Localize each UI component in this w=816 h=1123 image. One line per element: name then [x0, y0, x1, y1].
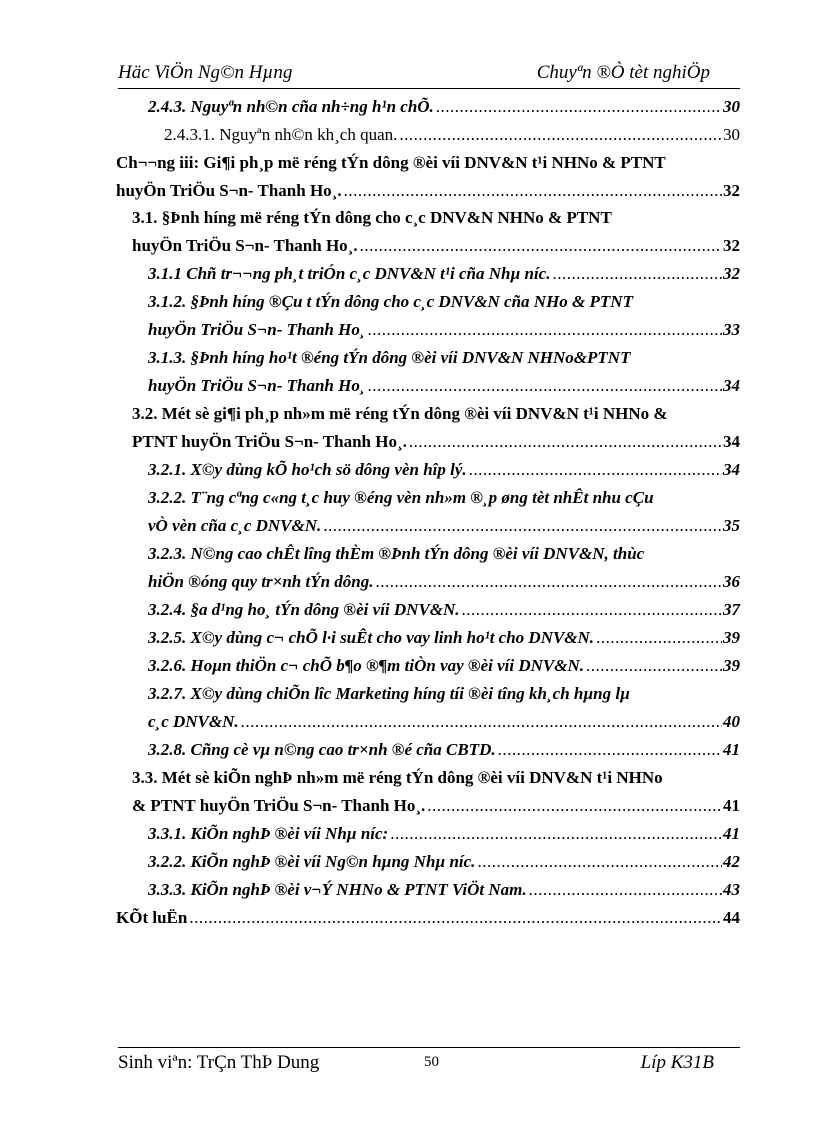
page-header [118, 60, 740, 89]
toc-entry[interactable]: 3.1.1 Chñ tr¬¬ng ph¸t triÓn c¸c DNV&N t¹i cña Nhµ níc. ..... 32 [148, 263, 740, 285]
toc-entry[interactable]: 3.2.3. N©ng cao chÊt lîng thÈm ®Þnh tÝn dông ®èi víi DNV&N, thùc [148, 544, 645, 563]
toc-entry[interactable]: 3.3.1. KiÕn nghÞ ®èi víi Nhµ níc: ..... 41 [148, 823, 740, 845]
toc-entry[interactable]: huyÖn TriÖu S¬n- Thanh Ho¸ ..... 33 [148, 319, 740, 341]
toc-entry[interactable]: huyÖn TriÖu S¬n- Thanh Ho¸. ..... 32 [116, 180, 740, 202]
toc-entry[interactable]: PTNT huyÖn TriÖu S¬n- Thanh Ho¸. ..... 34 [132, 431, 740, 453]
header-thesis-title: Chuyªn ®Ò tèt nghiÖp [536, 62, 710, 83]
page-footer [118, 1047, 740, 1078]
toc-entry[interactable]: 3.1.2. §Þnh híng ®Çu t tÝn dông cho c¸c DNV&N cña NHo & PTNT [148, 292, 633, 311]
toc-entry[interactable]: 3.3. Mét sè kiÕn nghÞ nh»m më réng tÝn dông ®èi víi DNV&N t¹i NHNo [132, 768, 663, 787]
toc-entry[interactable]: 3.2.8. Cñng cè vµ n©ng cao tr×nh ®é cña CBTD. ..... 41 [148, 739, 740, 761]
footer-student-name: Sinh viªn: TrÇn ThÞ Dung [118, 1052, 320, 1073]
toc-entry[interactable]: huyÖn TriÖu S¬n- Thanh Ho¸ ..... 34 [148, 375, 740, 397]
toc-entry[interactable]: 3.2.5. X©y dùng c¬ chÕ l·i suÊt cho vay linh ho¹t cho DNV&N. ..... 39 [148, 627, 740, 649]
toc-entry[interactable]: 3.1. §Þnh híng më réng tÝn dông cho c¸c DNV&N NHNo & PTNT [132, 208, 612, 227]
toc-entry[interactable]: huyÖn TriÖu S¬n- Thanh Ho¸. ..... 32 [132, 235, 740, 257]
toc-entry[interactable]: c¸c DNV&N. ..... 40 [148, 711, 740, 733]
toc-entry[interactable]: 3.2.2. KiÕn nghÞ ®èi víi Ng©n hµng Nhµ níc. ..... 42 [148, 851, 740, 873]
toc-entry[interactable]: 2.4.3.1. Nguyªn nh©n kh¸ch quan. ..... 30 [164, 124, 740, 146]
footer-class: Líp K31B [640, 1052, 714, 1073]
toc-entry[interactable]: 3.3.3. KiÕn nghÞ ®èi v¬Ý NHNo & PTNT ViÖt Nam. ..... 43 [148, 879, 740, 901]
toc-entry[interactable]: 3.2.4. §a d¹ng ho¸ tÝn dông ®èi víi DNV&N. ..... 37 [148, 599, 740, 621]
toc-entry[interactable]: 3.1.3. §Þnh híng ho¹t ®éng tÝn dông ®èi víi DNV&N NHNo&PTNT [148, 348, 631, 367]
page-number: 50 [424, 1054, 439, 1070]
toc-entry[interactable]: 3.2.6. Hoµn thiÖn c¬ chÕ b¶o ®¶m tiÒn vay ®èi víi DNV&N. ..... 39 [148, 655, 740, 677]
toc-entry[interactable]: & PTNT huyÖn TriÖu S¬n- Thanh Ho¸. ..... 41 [132, 795, 740, 817]
toc-entry[interactable]: 3.2.2. T¨ng cªng c«ng t¸c huy ®éng vèn nh»m ®¸p øng tèt nhÊt nhu cÇu [148, 488, 654, 507]
toc-entry[interactable]: 2.4.3. Nguyªn nh©n cña nh÷ng h¹n chÕ. ..... 30 [148, 96, 740, 118]
toc-entry[interactable]: 3.2. Mét sè gi¶i ph¸p nh»m më réng tÝn dông ®èi víi DNV&N t¹i NHNo & [132, 404, 668, 423]
toc-entry[interactable]: 3.2.7. X©y dùng chiÕn lîc Marketing híng tíi ®èi tîng kh¸ch hµng lµ [148, 684, 630, 703]
toc-entry[interactable]: KÕt luËn ..... 44 [116, 907, 740, 929]
toc-entry[interactable]: vÒ vèn cña c¸c DNV&N. ..... 35 [148, 515, 740, 537]
header-school: Häc ViÖn Ng©n Hµng [118, 62, 293, 83]
toc-entry[interactable]: Ch¬¬ng iii: Gi¶i ph¸p më réng tÝn dông ®èi víi DNV&N t¹i NHNo & PTNT [116, 153, 666, 172]
toc-entry[interactable]: hiÖn ®óng quy tr×nh tÝn dông. ..... 36 [148, 571, 740, 593]
toc-entry[interactable]: 3.2.1. X©y dùng kÕ ho¹ch sö dông vèn hîp lý. ..... 34 [148, 459, 740, 481]
